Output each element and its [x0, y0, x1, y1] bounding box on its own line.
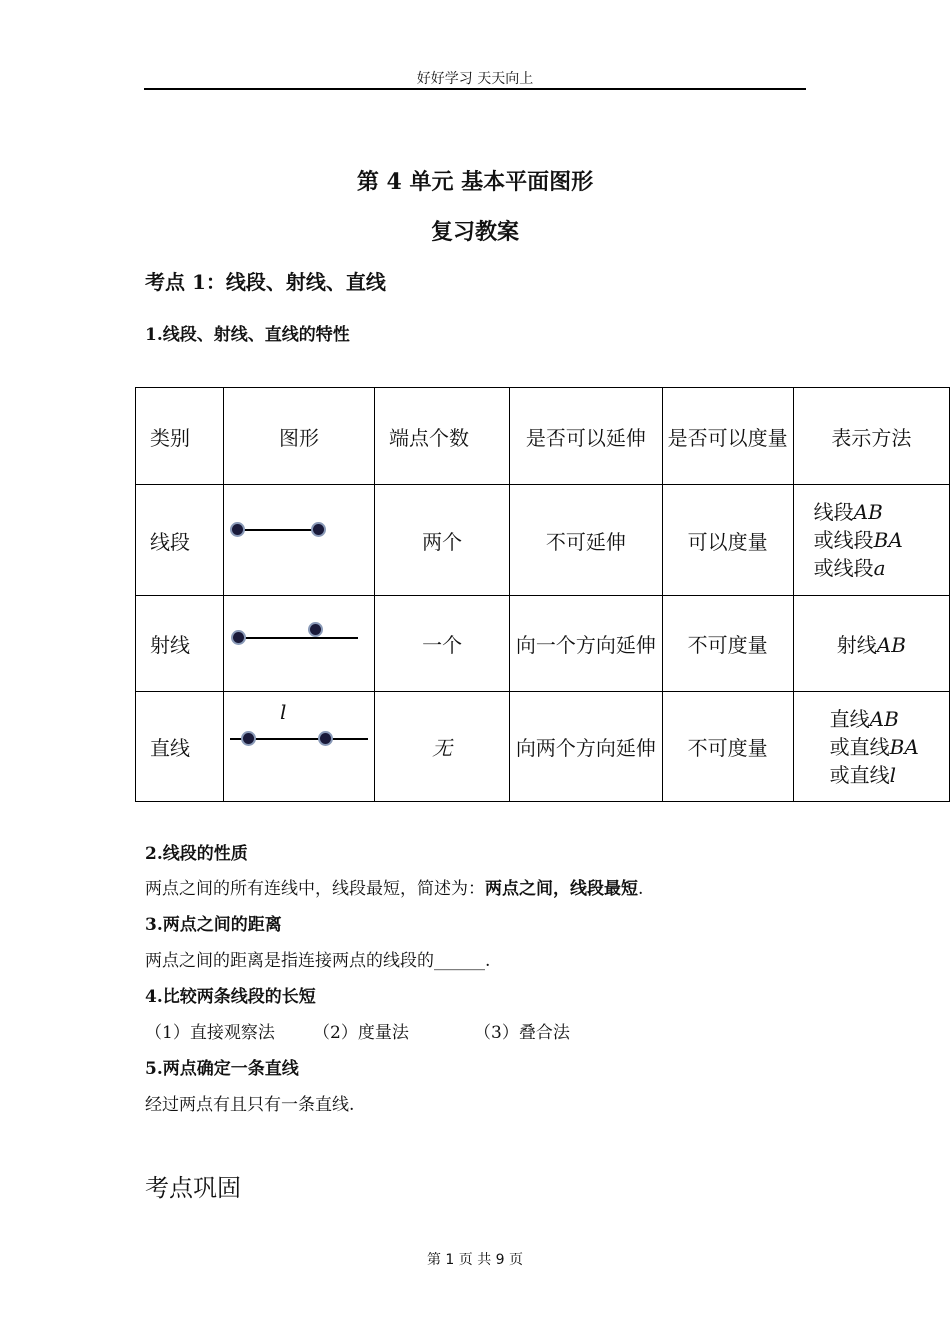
extend-cell: 向两个方向延伸	[510, 692, 663, 802]
segment-figure	[224, 485, 374, 595]
ray-figure	[224, 596, 374, 691]
notation-symbol: l	[889, 762, 897, 787]
notation-symbol: BA	[873, 528, 903, 552]
notation-symbol: a	[873, 556, 886, 580]
section-2-text	[145, 874, 643, 899]
header-rule	[144, 88, 806, 90]
extend-cell: 向一个方向延伸	[510, 596, 663, 692]
section-2-period: .	[638, 879, 644, 899]
section-heading-4: 4.比较两条线段的长短	[145, 987, 316, 1007]
header-cell: 图形	[224, 388, 375, 485]
endpoints-cell: 两个	[375, 485, 510, 596]
page-footer: 第 1 页 共 9 页	[426, 1252, 524, 1268]
notation-text: 线段	[813, 500, 854, 524]
line-figure	[224, 692, 374, 801]
point-dot	[310, 624, 321, 635]
header-cell: 是否可以延伸	[510, 388, 663, 485]
category-cell: 射线	[136, 596, 224, 692]
page-title: 第 4 单元 基本平面图形	[356, 169, 594, 195]
notation-symbol: BA	[889, 734, 919, 759]
notation-text: 直线	[829, 706, 870, 731]
topic-heading: 考点 1：线段、射线、直线	[145, 270, 386, 294]
notation-symbol: AB	[876, 633, 906, 657]
endpoint-dot	[232, 524, 243, 535]
properties-table	[135, 387, 950, 802]
notation-cell	[793, 596, 949, 692]
ray-line	[238, 637, 358, 639]
table-row	[136, 485, 950, 596]
endpoint-dot	[233, 632, 244, 643]
header-cell: 类别	[136, 388, 224, 485]
section-5-text: 经过两点有且只有一条直线.	[145, 1095, 355, 1115]
section-heading-5: 5.两点确定一条直线	[145, 1059, 299, 1079]
notation-text: 或直线	[829, 734, 890, 759]
line-label: l	[280, 700, 287, 724]
page-subtitle: 复习教案	[430, 219, 519, 245]
notation-symbol: AB	[869, 706, 899, 731]
notation-text: 或直线	[829, 762, 890, 787]
table-row	[136, 692, 950, 802]
measure-cell: 不可度量	[662, 596, 793, 692]
notation-symbol: AB	[853, 500, 883, 524]
header-cell: 表示方法	[793, 388, 949, 485]
endpoint-dot	[313, 524, 324, 535]
page-header: 好好学习 天天向上	[416, 71, 534, 87]
table-header-row	[136, 388, 950, 485]
endpoints-cell: 无	[375, 692, 510, 802]
category-cell: 直线	[136, 692, 224, 802]
category-cell: 线段	[136, 485, 224, 596]
measure-cell: 可以度量	[662, 485, 793, 596]
method-2: （2）度量法	[313, 1023, 409, 1043]
figure-cell	[224, 485, 375, 596]
notation-text: 或线段	[813, 556, 874, 580]
point-dot	[320, 733, 331, 744]
section-2-emphasis: 两点之间，线段最短	[485, 879, 638, 899]
endpoints-cell: 一个	[375, 596, 510, 692]
figure-cell	[224, 692, 375, 802]
extend-cell: 不可延伸	[510, 485, 663, 596]
section-2-sentence: 两点之间的所有连线中，线段最短，简述为：	[145, 879, 485, 899]
method-3: （3）叠合法	[474, 1023, 570, 1043]
notation-text: 射线	[836, 633, 877, 657]
section-3-text: 两点之间的距离是指连接两点的线段的______.	[145, 951, 491, 971]
header-cell: 是否可以度量	[662, 388, 793, 485]
method-1: （1）直接观察法	[145, 1023, 275, 1043]
section-heading-3: 3.两点之间的距离	[145, 915, 282, 935]
measure-cell: 不可度量	[662, 692, 793, 802]
notation-cell	[793, 485, 949, 596]
figure-cell	[224, 596, 375, 692]
point-dot	[243, 733, 254, 744]
segment-line	[237, 529, 319, 531]
header-cell: 端点个数	[375, 388, 510, 485]
section-heading-2: 2.线段的性质	[145, 844, 248, 864]
notation-text: 或线段	[813, 528, 874, 552]
consolidation-heading: 考点巩固	[145, 1174, 241, 1202]
notation-cell	[793, 692, 949, 802]
table-row	[136, 596, 950, 692]
section-heading-1: 1.线段、射线、直线的特性	[145, 325, 350, 345]
